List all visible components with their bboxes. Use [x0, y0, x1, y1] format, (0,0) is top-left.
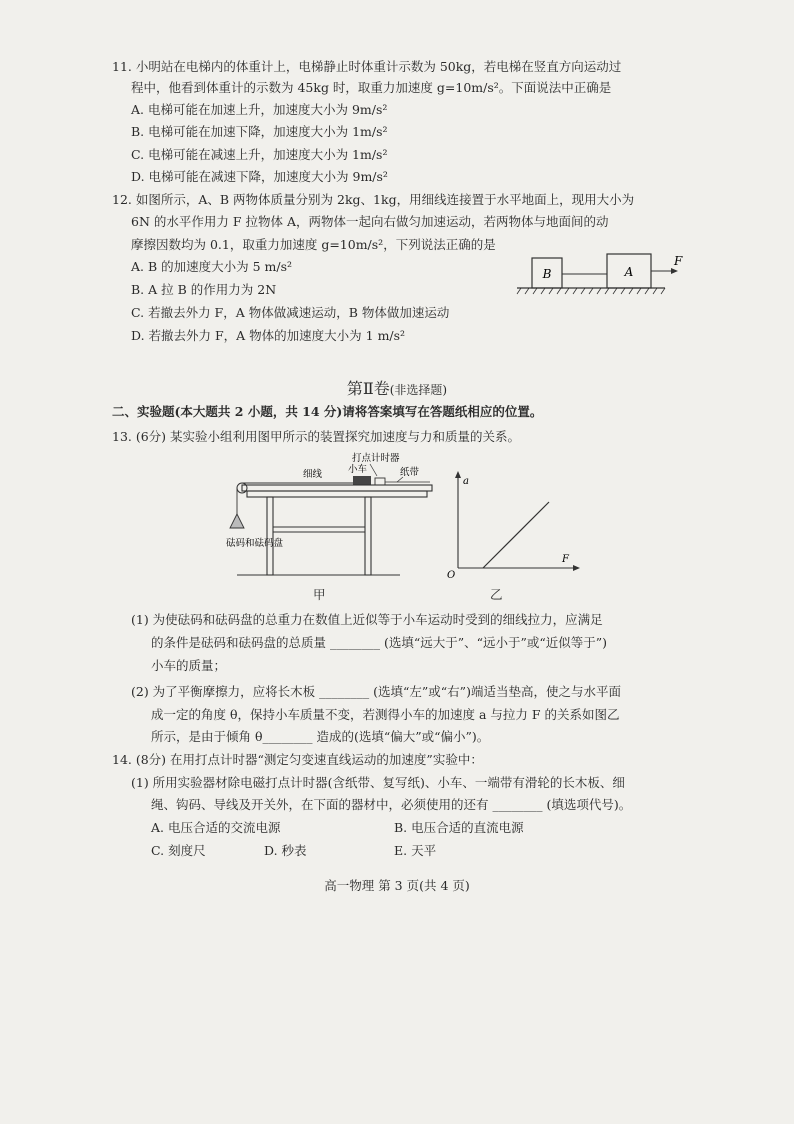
table-top	[247, 491, 427, 497]
q11-option-b: B. 电梯可能在加速下降，加速度大小为 1m/s²	[131, 124, 388, 139]
section2-instruction: 二、实验题(本大题共 2 小题，共 14 分)请将答案填写在答题纸相应的位置。	[112, 404, 543, 419]
q14-option-e: E. 天平	[394, 843, 437, 858]
section2-title	[0, 376, 794, 399]
q11-option-d: D. 电梯可能在减速下降，加速度大小为 9m/s²	[131, 169, 388, 184]
origin-label: O	[447, 570, 456, 581]
ground-hatching	[517, 288, 665, 294]
q12-option-d: D. 若撤去外力 F，A 物体的加速度大小为 1 m/s²	[131, 328, 406, 343]
q11-option-a: A. 电梯可能在加速上升，加速度大小为 9m/s²	[131, 102, 388, 117]
force-arrow-head	[671, 268, 678, 274]
figure-yi-label: 乙	[490, 587, 503, 602]
q13-part1-line2: 的条件是砝码和砝码盘的总质量 ________ (选填“远大于”、“远小于”或“近似等于”)	[151, 635, 608, 650]
q11-option-c: C. 电梯可能在减速上升，加速度大小为 1m/s²	[131, 147, 388, 162]
block-a-label: A	[624, 265, 634, 279]
q12-option-a: A. B 的加速度大小为 5 m/s²	[131, 259, 293, 274]
q13-stem: 13. (6分) 某实验小组利用图甲所示的装置探究加速度与力和质量的关系。	[112, 429, 521, 444]
f-axis-arrow	[573, 565, 580, 571]
q14-option-c: C. 刻度尺	[151, 843, 206, 858]
tape-label: 纸带	[400, 467, 420, 478]
q12-stem-line1: 12. 如图所示，A、B 两物体质量分别为 2kg、1kg，用细线连接置于水平地面上，现用大小为	[112, 192, 635, 207]
q12-option-c: C. 若撤去外力 F，A 物体做减速运动，B 物体做加速运动	[131, 305, 450, 320]
q14-stem: 14. (8分) 在用打点计时器“测定匀变速直线运动的加速度”实验中：	[112, 752, 483, 767]
q13-figure-yi	[443, 470, 583, 585]
table-leg-left	[267, 497, 273, 575]
q13-part2-line3: 所示，是由于倾角 θ________ 造成的(选填“偏大”或“偏小”)。	[151, 729, 490, 744]
q12-option-b: B. A 拉 B 的作用力为 2N	[131, 282, 277, 297]
q13-part2-line1: (2) 为了平衡摩擦力，应将长木板 ________ (选填“左”或“右”)端适当垫高，使之与水平面	[131, 684, 621, 699]
q13-part1-line1: (1) 为使砝码和砝码盘的总重力在数值上近似等于小车运动时受到的细线拉力，应满足	[131, 612, 603, 627]
page-footer: 高一物理 第 3 页(共 4 页)	[324, 878, 470, 893]
q12-blocks-figure	[515, 250, 685, 300]
a-f-line	[483, 502, 549, 568]
a-axis-arrow	[455, 471, 461, 478]
q13-part1-line3: 小车的质量；	[151, 658, 227, 673]
string-label: 细线	[303, 469, 323, 480]
timer-label: 打点计时器	[352, 453, 400, 464]
cart	[353, 476, 371, 485]
q13-part2-line2: 成一定的角度 θ，保持小车质量不变，若测得小车的加速度 a 与拉力 F 的关系如图乙	[151, 707, 620, 722]
q14-part1-line1: (1) 所用实验器材除电磁打点计时器(含纸带、复写纸)、小车、一端带有滑轮的长木板、细	[131, 775, 625, 790]
q14-option-b: B. 电压合适的直流电源	[394, 820, 524, 835]
section2-title-main: 第Ⅱ卷	[346, 379, 390, 398]
q14-option-a: A. 电压合适的交流电源	[151, 820, 281, 835]
q11-stem-line2: 程中，他看到体重计的示数为 45kg 时，取重力加速度 g=10m/s²。下面说法中正确是	[131, 80, 612, 95]
cart-label: 小车	[348, 464, 368, 475]
q13-figure-jia	[225, 448, 440, 583]
weight-pan	[230, 514, 244, 528]
q11-stem-line1: 11. 小明站在电梯内的体重计上，电梯静止时体重计示数为 50kg，若电梯在竖直方向运动过	[112, 59, 622, 74]
timer	[375, 478, 385, 485]
section2-title-sub: (非选择题)	[389, 383, 448, 397]
block-b-label: B	[542, 267, 552, 281]
f-axis-label: F	[562, 554, 569, 565]
table-crossbar	[273, 527, 365, 532]
q14-option-d: D. 秒表	[264, 843, 307, 858]
q14-part1-line2: 绳、钩码、导线及开关外，在下面的器材中，必须使用的还有 ________ (填选项代号)。	[151, 797, 632, 812]
q12-stem-line3: 摩擦因数均为 0.1，取重力加速度 g=10m/s²，下列说法正确的是	[131, 237, 496, 252]
figure-jia-label: 甲	[313, 587, 326, 602]
long-board	[242, 485, 432, 491]
weights-label: 砝码和砝码盘	[226, 538, 284, 549]
table-leg-right	[365, 497, 371, 575]
force-label: F	[674, 254, 683, 268]
a-axis-label: a	[463, 476, 469, 487]
q12-stem-line2: 6N 的水平作用力 F 拉物体 A，两物体一起向右做匀加速运动，若两物体与地面间的动	[131, 214, 609, 229]
